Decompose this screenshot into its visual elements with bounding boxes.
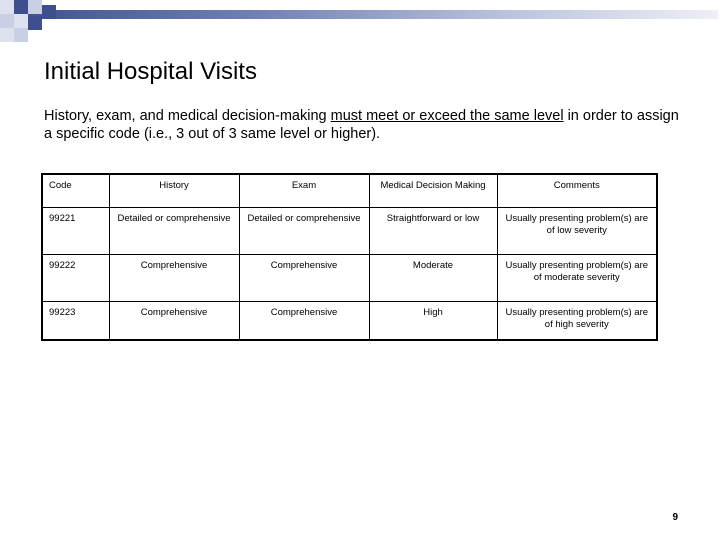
table-row	[42, 302, 657, 341]
cell-exam: Detailed or comprehensive	[239, 208, 369, 255]
cell-code: 99222	[42, 255, 109, 302]
header-history: History	[109, 174, 239, 208]
header-exam: Exam	[239, 174, 369, 208]
cell-comments: Usually presenting problem(s) are of high severity	[497, 302, 657, 341]
header-mdm: Medical Decision Making	[369, 174, 497, 208]
cell-exam: Comprehensive	[239, 302, 369, 341]
intro-text-part2: in order to assign a specific code (i.e., 3 out of 3 same level or higher).	[44, 108, 679, 142]
intro-text-underlined: must meet or exceed the same level	[330, 108, 564, 124]
page-number: 9	[672, 512, 678, 523]
cell-comments: Usually presenting problem(s) are of moderate severity	[497, 255, 657, 302]
cell-history: Comprehensive	[109, 302, 239, 341]
table-row	[42, 255, 657, 302]
cell-history: Detailed or comprehensive	[109, 208, 239, 255]
cell-mdm: Straightforward or low	[369, 208, 497, 255]
intro-text-part1: History, exam, and medical decision-making	[44, 108, 331, 124]
hospital-visits-table	[41, 173, 658, 341]
table-row	[42, 208, 657, 255]
cell-history: Comprehensive	[109, 255, 239, 302]
header-gradient-bar	[0, 10, 718, 19]
table-header-row	[42, 174, 657, 208]
cell-comments: Usually presenting problem(s) are of low severity	[497, 208, 657, 255]
cell-mdm: High	[369, 302, 497, 341]
intro-text	[44, 107, 684, 143]
cell-code: 99221	[42, 208, 109, 255]
cell-code: 99223	[42, 302, 109, 341]
header-code: Code	[42, 174, 109, 208]
slide-title: Initial Hospital Visits	[44, 58, 257, 85]
cell-exam: Comprehensive	[239, 255, 369, 302]
cell-mdm: Moderate	[369, 255, 497, 302]
header-comments: Comments	[497, 174, 657, 208]
